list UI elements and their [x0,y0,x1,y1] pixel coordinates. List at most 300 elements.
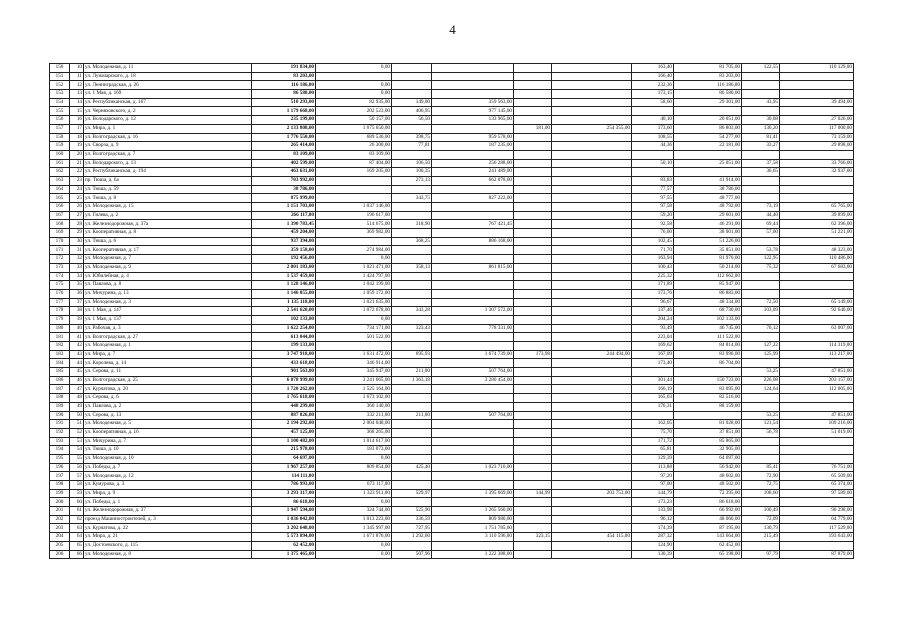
cost-column-1-cell: 87 404,00 [316,159,392,168]
total-cost-cell: 433 618,00 [252,359,316,368]
cost-column-2-cell [432,472,514,481]
table-row [50,246,854,255]
item-number-cell: 19 [70,142,84,151]
cost-column-1-cell: 1 631 472,00 [316,350,392,359]
cost-column-3-cell [552,394,632,403]
area-column-4-cell: 96,12 [632,515,674,524]
cost-column-2-cell: 187 235,00 [432,142,514,151]
cost-column-2-cell [432,402,514,411]
address-cell: ул. Павлова, д. 8 [84,281,252,290]
cost-column-2-cell [432,385,514,394]
area-column-3-cell [514,541,552,550]
item-number-cell: 53 [70,437,84,446]
table-row [50,507,854,516]
cost-column-3-cell [552,263,632,272]
area-column-2-cell: 525,90 [392,507,432,516]
cost-column-2-cell [432,342,514,351]
cost-column-3-cell [552,324,632,333]
address-cell: ул. Тюша, д. 10 [84,446,252,455]
table-row [50,298,854,307]
area-column-5-cell: 121,54 [742,420,780,429]
area-column-3-cell [514,107,552,116]
cost-column-5-cell: 63 007,00 [780,324,854,333]
row-number-cell: 184 [50,359,70,368]
cost-column-1-cell: 809 854,00 [316,463,392,472]
table-row [50,98,854,107]
area-column-4-cell: 40,10 [632,116,674,125]
cost-column-4-cell: 38 001,00 [674,229,742,238]
area-column-5-cell [742,541,780,550]
area-column-3-cell [514,298,552,307]
cost-column-3-cell [552,515,632,524]
total-cost-cell: 875 999,00 [252,194,316,203]
address-cell: ул. Рабочая, д. 3 [84,324,252,333]
cost-column-5-cell: 117 529,00 [780,524,854,533]
total-cost-cell: 510 293,00 [252,98,316,107]
area-column-5-cell: 72,09 [742,515,780,524]
table-row [50,472,854,481]
cost-column-5-cell [780,315,854,324]
area-column-3-cell [514,81,552,90]
area-column-4-cell: 97,55 [632,194,674,203]
item-number-cell: 48 [70,394,84,403]
cost-column-3-cell [552,281,632,290]
row-number-cell: 153 [50,90,70,99]
area-column-4-cell: 173,40 [632,359,674,368]
area-column-4-cell [632,107,674,116]
total-cost-cell: 192 456,00 [252,255,316,264]
area-column-3-cell [514,263,552,272]
area-column-5-cell [742,454,780,463]
row-number-cell: 176 [50,289,70,298]
total-cost-cell: 786 993,00 [252,481,316,490]
item-number-cell: 37 [70,298,84,307]
table-row [50,281,854,290]
item-number-cell: 55 [70,454,84,463]
total-cost-cell: 1 967 257,00 [252,463,316,472]
item-number-cell: 28 [70,220,84,229]
address-cell: ул. Серова, д. 6 [84,394,252,403]
total-cost-cell: 199 133,00 [252,342,316,351]
table-row [50,428,854,437]
cost-column-5-cell [780,90,854,99]
total-cost-cell: 114 111,00 [252,472,316,481]
item-number-cell: 27 [70,211,84,220]
address-cell: ул. Черняховского, д. 2 [84,107,252,116]
cost-column-2-cell [432,359,514,368]
area-column-2-cell: 211,00 [392,411,432,420]
row-number-cell: 162 [50,168,70,177]
cost-column-3-cell [552,463,632,472]
cost-column-1-cell: 0,00 [316,550,392,559]
table-row [50,437,854,446]
address-cell: ул. Волгоградская, д. 7 [84,150,252,159]
area-column-5-cell [742,81,780,90]
row-number-cell: 160 [50,150,70,159]
item-number-cell: 25 [70,194,84,203]
cost-column-5-cell: 65 374,00 [780,481,854,490]
area-column-3-cell: 181,00 [514,124,552,133]
row-number-cell: 165 [50,194,70,203]
cost-column-1-cell: 1 675 650,00 [316,124,392,133]
total-cost-cell: 359 158,00 [252,246,316,255]
cost-column-1-cell: 346 914,00 [316,359,392,368]
total-cost-cell: 1 135 118,00 [252,298,316,307]
item-number-cell: 56 [70,463,84,472]
area-column-2-cell [392,498,432,507]
cost-column-5-cell: 51 221,00 [780,229,854,238]
row-number-cell: 182 [50,342,70,351]
row-number-cell: 193 [50,437,70,446]
row-number-cell: 185 [50,368,70,377]
item-number-cell: 38 [70,307,84,316]
cost-column-5-cell [780,498,854,507]
cost-column-5-cell: 39 494,00 [780,98,854,107]
address-cell: ул. Королева, д. 14 [84,359,252,368]
row-number-cell: 181 [50,333,70,342]
area-column-4-cell: 165,03 [632,394,674,403]
cost-column-2-cell: 241 489,00 [432,168,514,177]
total-cost-cell: 1 179 668,00 [252,107,316,116]
area-column-2-cell: 106,50 [392,159,432,168]
cost-column-1-cell: 514 675,00 [316,220,392,229]
cost-column-3-cell [552,220,632,229]
total-cost-cell: 62 452,00 [252,541,316,550]
cost-column-1-cell [316,342,392,351]
area-column-5-cell [742,176,780,185]
cost-column-5-cell [780,281,854,290]
row-number-cell: 198 [50,481,70,490]
cost-column-3-cell [552,420,632,429]
area-column-2-cell [392,64,432,73]
area-column-2-cell [392,394,432,403]
area-column-3-cell [514,185,552,194]
cost-column-4-cell: 48 060,00 [674,515,742,524]
area-column-4-cell: 173,15 [632,90,674,99]
cost-column-3-cell [552,498,632,507]
cost-column-3-cell [552,298,632,307]
cost-column-5-cell: 113 217,00 [780,350,854,359]
address-cell: ул. Кооперативная, д. 17 [84,246,252,255]
area-column-4-cell: 162,05 [632,420,674,429]
cost-column-4-cell: 46 291,00 [674,220,742,229]
cost-column-2-cell [432,211,514,220]
cost-column-5-cell [780,185,854,194]
item-number-cell: 40 [70,324,84,333]
area-column-3-cell [514,498,552,507]
item-number-cell: 16 [70,116,84,125]
item-number-cell: 42 [70,342,84,351]
area-column-5-cell: 100,49 [742,507,780,516]
cost-column-2-cell: 359 563,00 [432,98,514,107]
area-column-2-cell: 336,59 [392,515,432,524]
cost-column-2-cell [432,498,514,507]
cost-column-4-cell: 65 198,00 [674,550,742,559]
table-row [50,420,854,429]
cost-column-4-cell: 48 602,00 [674,472,742,481]
row-number-cell: 171 [50,246,70,255]
area-column-2-cell: 273,13 [392,176,432,185]
cost-column-3-cell: 203 753,00 [552,489,632,498]
area-column-2-cell: 727,95 [392,524,432,533]
area-column-4-cell: 144,79 [632,489,674,498]
item-number-cell: 24 [70,185,84,194]
cost-column-1-cell [316,185,392,194]
address-cell: ул. Победы, д. 7 [84,463,252,472]
cost-column-3-cell [552,342,632,351]
cost-column-5-cell: 193 643,00 [780,533,854,542]
area-column-5-cell: 72,75 [742,481,780,490]
row-number-cell: 179 [50,315,70,324]
cost-column-1-cell: 1 323 911,00 [316,489,392,498]
area-column-2-cell [392,72,432,81]
cost-column-2-cell [432,124,514,133]
cost-column-1-cell: 1 037 146,00 [316,203,392,212]
cost-column-3-cell [552,289,632,298]
cost-column-2-cell: 256 288,00 [432,159,514,168]
area-column-2-cell [392,342,432,351]
table-row [50,533,854,542]
cost-column-3-cell [552,64,632,73]
cost-column-5-cell [780,402,854,411]
address-cell: ул. Молодежная, д. 11 [84,64,252,73]
cost-column-5-cell: 112 005,00 [780,385,854,394]
area-column-4-cell: 169,62 [632,342,674,351]
area-column-4-cell: 59,20 [632,211,674,220]
address-cell: ул. Молодежная, д. 8 [84,550,252,559]
area-column-3-cell [514,446,552,455]
row-number-cell: 157 [50,124,70,133]
area-column-5-cell [742,394,780,403]
cost-column-1-cell: 689 536,00 [316,133,392,142]
cost-column-4-cell: 86 803,00 [674,124,742,133]
area-column-3-cell [514,463,552,472]
address-cell: ул. Курчатова, д. 20 [84,385,252,394]
area-column-2-cell: 398,75 [392,133,432,142]
area-column-2-cell [392,272,432,281]
table-row [50,385,854,394]
address-cell: проезд Машиностроителей, д. 3 [84,515,252,524]
area-column-5-cell: 56,78 [742,428,780,437]
cost-column-3-cell [552,481,632,490]
area-column-3-cell [514,481,552,490]
cost-column-5-cell [780,454,854,463]
row-number-cell: 202 [50,515,70,524]
cost-column-5-cell: 32 937,00 [780,168,854,177]
cost-column-5-cell: 33 766,00 [780,159,854,168]
area-column-4-cell [632,368,674,377]
table-row [50,454,854,463]
address-cell: ул. Тюша, д. 8 [84,194,252,203]
area-column-2-cell [392,289,432,298]
area-column-3-cell [514,333,552,342]
cost-column-1-cell: 1 013 223,00 [316,515,392,524]
total-cost-cell: 3 202 648,00 [252,524,316,533]
cost-column-4-cell: 86 618,00 [674,498,742,507]
total-cost-cell: 1 947 594,00 [252,507,316,516]
row-number-cell: 173 [50,263,70,272]
total-cost-cell: 86 618,00 [252,498,316,507]
cost-column-5-cell [780,446,854,455]
total-cost-cell: 402 599,00 [252,159,316,168]
cost-column-2-cell [432,437,514,446]
cost-column-5-cell [780,72,854,81]
table-row [50,159,854,168]
area-column-3-cell: 323,15 [514,533,552,542]
area-column-5-cell: 36,65 [742,168,780,177]
cost-column-1-cell: 2 004 048,00 [316,420,392,429]
table-row [50,176,854,185]
cost-column-5-cell: 110 486,00 [780,255,854,264]
area-column-4-cell: 108,55 [632,133,674,142]
cost-column-4-cell: 68 730,00 [674,307,742,316]
area-column-3-cell [514,307,552,316]
area-column-2-cell [392,281,432,290]
table-row [50,368,854,377]
total-cost-cell: 38 786,00 [252,185,316,194]
cost-column-4-cell: 86 704,00 [674,359,742,368]
area-column-3-cell [514,437,552,446]
area-column-3-cell [514,420,552,429]
address-cell: ул. Молодежная, д. 9 [84,263,252,272]
area-column-2-cell: 211,00 [392,368,432,377]
total-cost-cell: 191 834,00 [252,64,316,73]
area-column-4-cell: 171,72 [632,437,674,446]
area-column-4-cell: 137,46 [632,307,674,316]
area-column-3-cell [514,385,552,394]
row-number-cell: 168 [50,220,70,229]
area-column-2-cell [392,333,432,342]
area-column-5-cell: 72,50 [742,298,780,307]
area-column-5-cell [742,333,780,342]
area-column-3-cell [514,411,552,420]
table-row [50,446,854,455]
item-number-cell: 11 [70,72,84,81]
row-number-cell: 180 [50,324,70,333]
area-column-5-cell: 69,44 [742,220,780,229]
area-column-2-cell [392,298,432,307]
total-cost-cell: 1 720 262,00 [252,385,316,394]
cost-column-2-cell [432,203,514,212]
area-column-3-cell [514,324,552,333]
item-number-cell: 21 [70,159,84,168]
table-row [50,524,854,533]
area-column-2-cell [392,446,432,455]
area-column-4-cell: 225,32 [632,272,674,281]
total-cost-cell: 2 133 808,00 [252,124,316,133]
address-cell: ул. Тюша, д. 6 [84,237,252,246]
cost-column-1-cell: 360 140,00 [316,402,392,411]
address-cell: ул. Мира, д. 7 [84,350,252,359]
table-row [50,481,854,490]
cost-column-4-cell: 64 697,00 [674,454,742,463]
cost-column-3-cell [552,315,632,324]
area-column-4-cell: 301,44 [632,376,674,385]
area-column-2-cell: 323,43 [392,324,432,333]
address-cell: ул. Юбилейная, д. 4 [84,272,252,281]
cost-column-4-cell: 81 970,00 [674,255,742,264]
cost-column-2-cell: 809 980,00 [432,515,514,524]
area-column-2-cell [392,541,432,550]
total-cost-cell: 6 878 999,00 [252,376,316,385]
address-cell: ул. Павлова, д. 2 [84,402,252,411]
cost-column-2-cell: 1 307 572,00 [432,307,514,316]
total-cost-cell: 64 697,00 [252,454,316,463]
address-cell: ул. Волгоградская, д. 16 [84,133,252,142]
row-number-cell: 156 [50,116,70,125]
cost-column-1-cell: 202 523,00 [316,107,392,116]
row-number-cell: 152 [50,81,70,90]
total-cost-cell: 2 541 620,00 [252,307,316,316]
item-number-cell: 66 [70,550,84,559]
item-number-cell: 61 [70,507,84,516]
row-number-cell: 163 [50,176,70,185]
area-column-2-cell: 343,75 [392,194,432,203]
area-column-2-cell: 507,96 [392,550,432,559]
area-column-4-cell: 287,32 [632,533,674,542]
row-number-cell: 194 [50,446,70,455]
cost-column-1-cell: 1 424 797,00 [316,272,392,281]
cost-column-5-cell [780,81,854,90]
row-number-cell: 169 [50,229,70,238]
cost-column-1-cell [316,176,392,185]
cost-column-5-cell [780,394,854,403]
area-column-2-cell: 695,93 [392,350,432,359]
area-column-3-cell [514,133,552,142]
area-column-4-cell: 102,45 [632,237,674,246]
cost-column-2-cell: 1 265 560,00 [432,507,514,516]
row-number-cell: 204 [50,533,70,542]
cost-column-3-cell [552,246,632,255]
cost-column-2-cell [432,446,514,455]
total-cost-cell: 2 194 292,00 [252,420,316,429]
cost-column-2-cell: 767 421,45 [432,220,514,229]
cost-column-5-cell [780,541,854,550]
cost-column-4-cell [674,368,742,377]
area-column-2-cell: 100,35 [392,168,432,177]
area-column-4-cell: 129,39 [632,454,674,463]
area-column-3-cell [514,281,552,290]
cost-column-4-cell: 41 914,00 [674,176,742,185]
item-number-cell: 18 [70,133,84,142]
table-row [50,168,854,177]
cost-column-5-cell: 73 159,00 [780,133,854,142]
area-column-3-cell [514,368,552,377]
cost-column-1-cell: 1 042 199,00 [316,281,392,290]
area-column-2-cell [392,481,432,490]
cost-column-2-cell [432,394,514,403]
cost-column-2-cell: 1 674 739,00 [432,350,514,359]
cost-column-3-cell [552,368,632,377]
area-column-4-cell: 96,67 [632,298,674,307]
address-cell: ул. Гилева, д. 2 [84,211,252,220]
row-number-cell: 196 [50,463,70,472]
cost-column-3-cell [552,81,632,90]
cost-column-2-cell [432,90,514,99]
total-cost-cell: 3 747 918,00 [252,350,316,359]
cost-column-5-cell: 65 149,00 [780,298,854,307]
cost-column-2-cell [432,333,514,342]
address-cell: ул. Волгоградская, д. 25 [84,376,252,385]
area-column-5-cell: 37,58 [742,159,780,168]
cost-column-4-cell: 32 905,00 [674,446,742,455]
cost-column-4-cell: 102 133,00 [674,315,742,324]
total-cost-cell: 1 776 550,00 [252,133,316,142]
area-column-2-cell: 529,97 [392,489,432,498]
cost-column-2-cell [432,81,514,90]
cost-column-2-cell [432,298,514,307]
area-column-4-cell: 174,39 [632,524,674,533]
